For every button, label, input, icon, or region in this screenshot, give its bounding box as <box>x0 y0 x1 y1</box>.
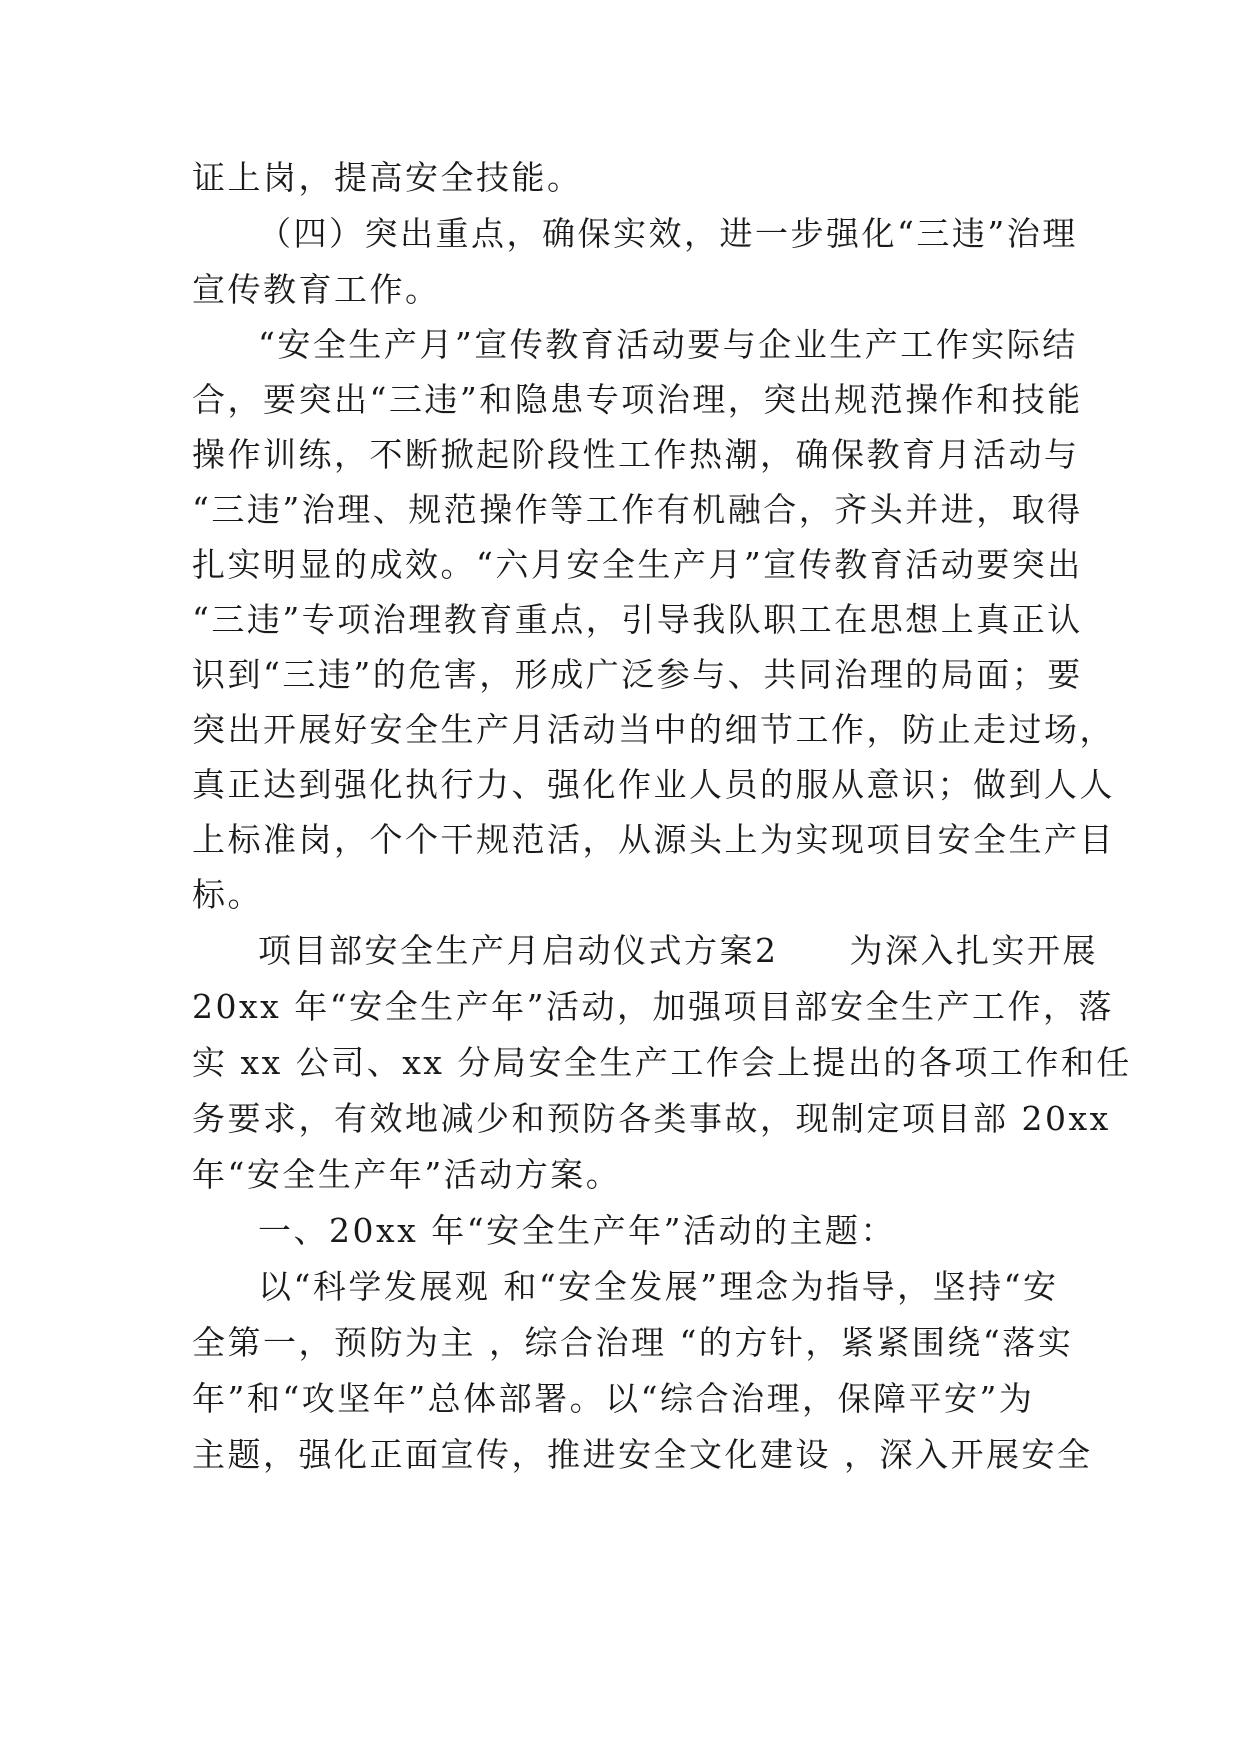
section-heading: 一、20xx 年“安全生产年”活动的主题： <box>258 1211 896 1250</box>
text-line: 实 xx 公司、xx 分局安全生产工作会上提出的各项工作和任 <box>192 1043 1132 1082</box>
text-line: 操作训练，不断掀起阶段性工作热潮，确保教育月活动与 <box>192 435 1080 474</box>
text-line: 年“安全生产年”活动方案。 <box>192 1155 622 1194</box>
text-line: 突出开展好安全生产月活动当中的细节工作，防止走过场， <box>192 710 1115 749</box>
text-line: 识到“三违”的危害，形成广泛参与、共同治理的局面；要 <box>192 655 1083 694</box>
text-line: 标。 <box>192 875 263 914</box>
text-line: “安全生产月”宣传教育活动要与企业生产工作实际结 <box>258 325 1078 364</box>
text-line: “三违”治理、规范操作等工作有机融合，齐头并进，取得 <box>192 490 1083 529</box>
text-line: 务要求，有效地减少和预防各类事故，现制定项目部 20xx <box>192 1099 1111 1138</box>
text-line: 20xx 年“安全生产年”活动，加强项目部安全生产工作，落 <box>192 987 1114 1026</box>
section-heading: （四）突出重点，确保实效，进一步强化“三违”治理 <box>258 214 1078 253</box>
text-line: 真正达到强化执行力、强化作业人员的服从意识；做到人人 <box>192 765 1115 804</box>
text-line: 以“科学发展观 和“安全发展”理念为指导，坚持“安 <box>258 1267 1059 1306</box>
text-line: “三违”专项治理教育重点，引导我队职工在思想上真正认 <box>192 600 1083 639</box>
section-title: 项目部安全生产月启动仪式方案2 为深入扎实开展 <box>258 931 1098 970</box>
text-line: 全第一，预防为主 ，综合治理 “的方针，紧紧围绕“落实 <box>192 1323 1074 1362</box>
text-line: 上标准岗，个个干规范活，从源头上为实现项目安全生产目 <box>192 820 1115 859</box>
text-line: 合，要突出“三违”和隐患专项治理，突出规范操作和技能 <box>192 380 1083 419</box>
text-line: 主题，强化正面宣传，推进安全文化建设 ，深入开展安全 <box>192 1435 1093 1474</box>
text-line: 宣传教育工作。 <box>192 270 441 309</box>
text-line: 年”和“攻坚年”总体部署。以“综合治理，保障平安”为 <box>192 1379 1035 1418</box>
text-line: 证上岗，提高安全技能。 <box>192 158 583 197</box>
text-line: 扎实明显的成效。“六月安全生产月”宣传教育活动要突出 <box>192 545 1083 584</box>
